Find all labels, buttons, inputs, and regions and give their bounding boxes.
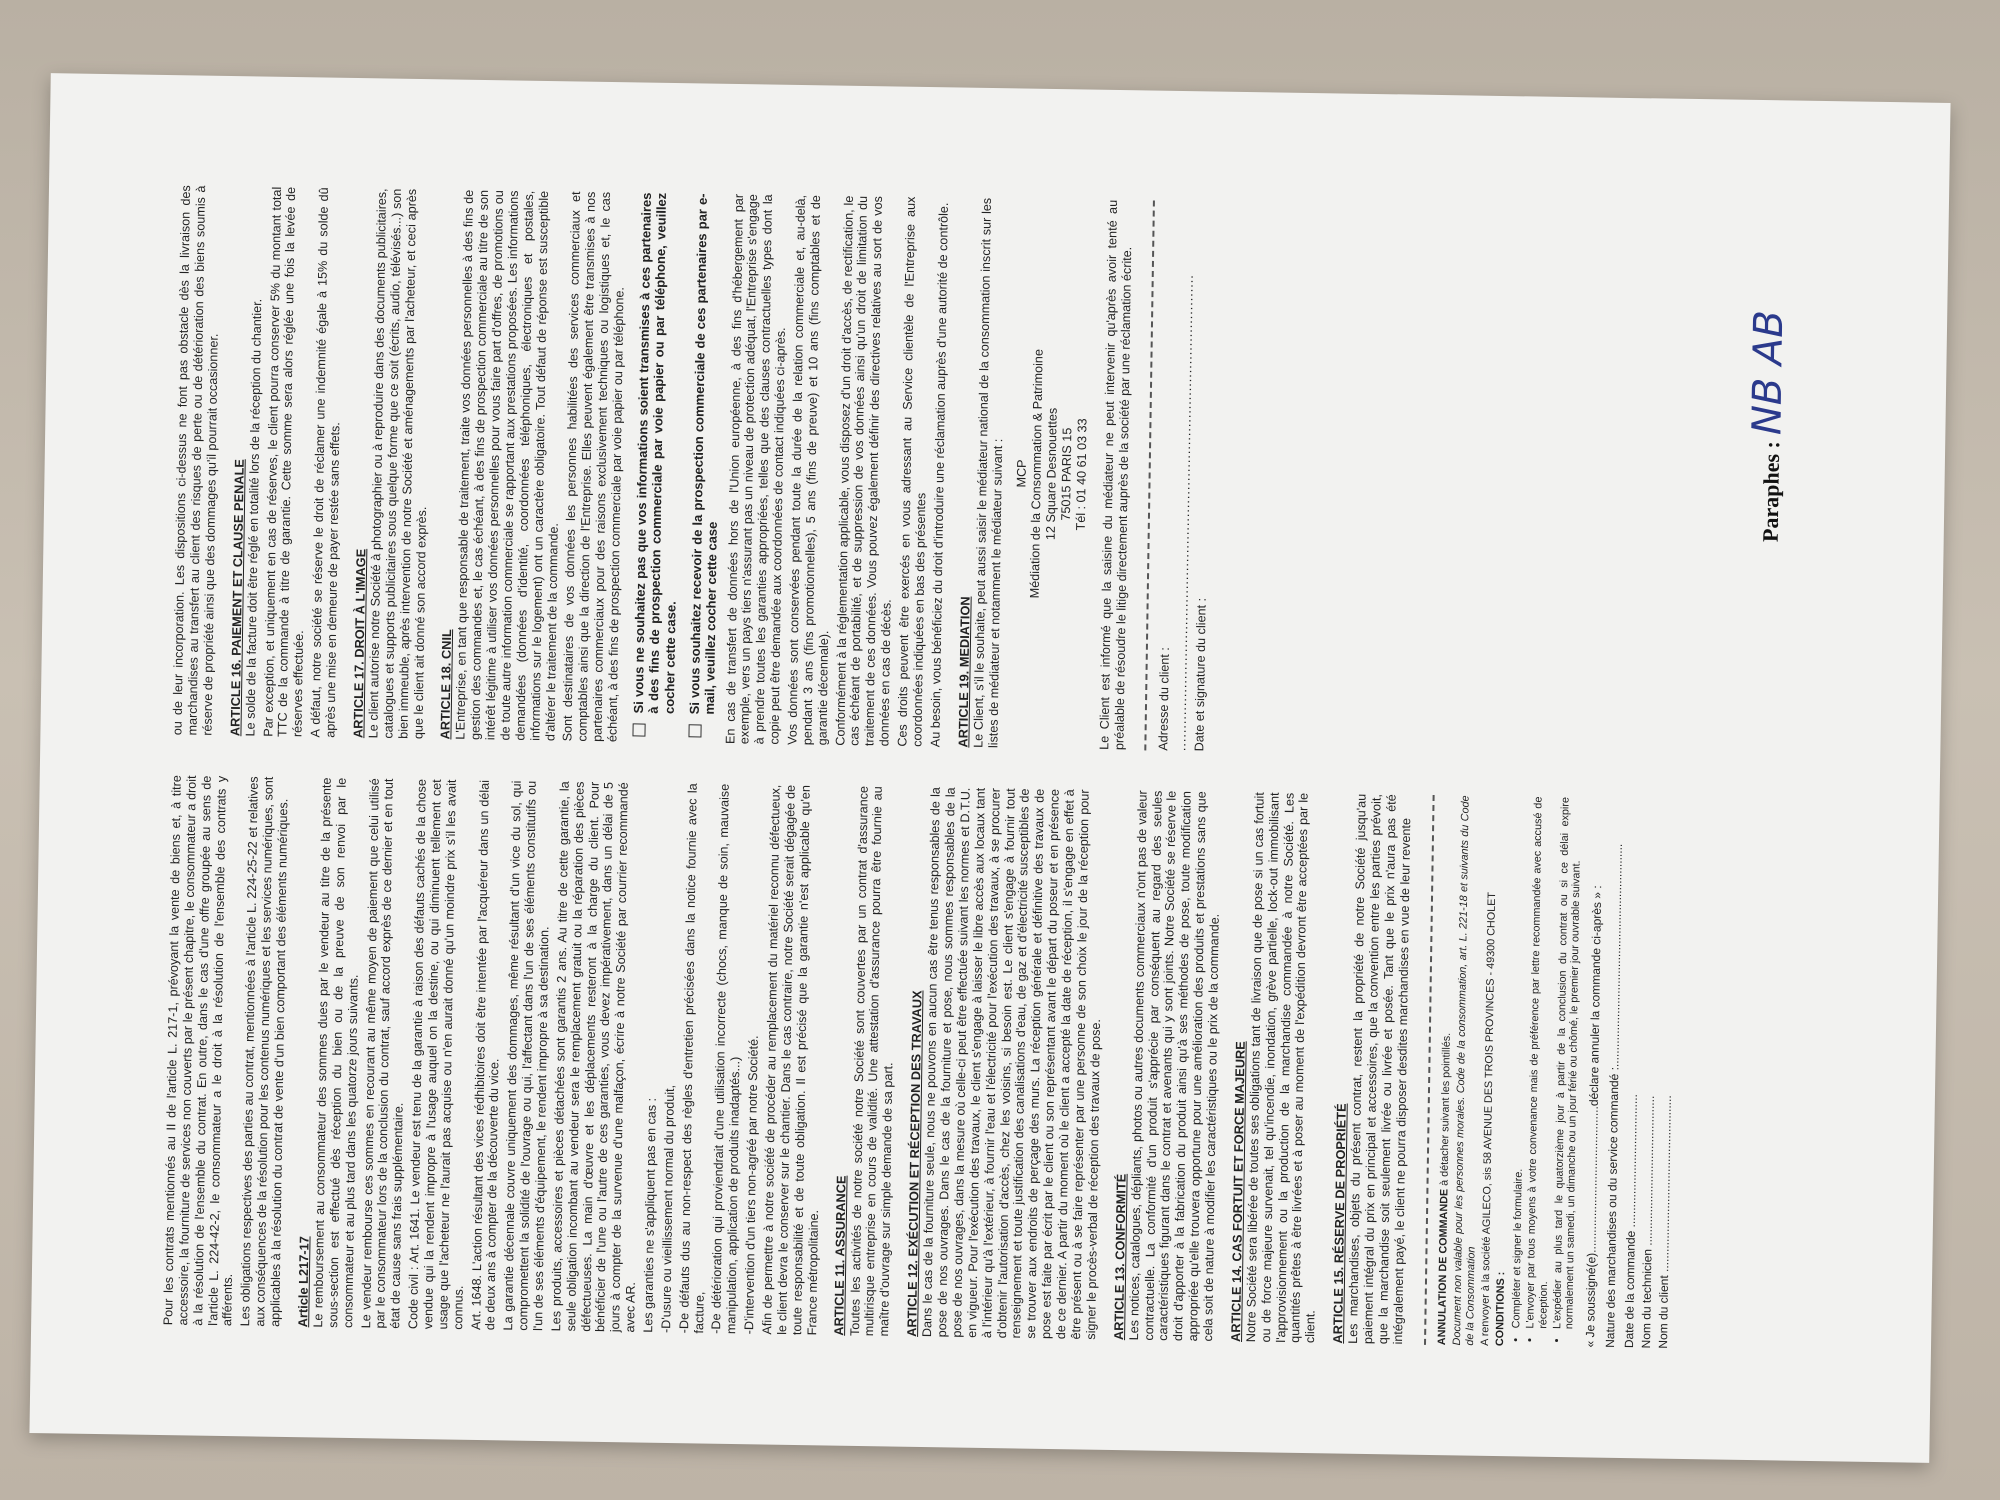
mediator-line: MCP [1014, 459, 1030, 488]
declaration-line[interactable]: « Je soussigné(e)............................................déclare annuler la commande ci-après » : [1582, 885, 1605, 1348]
client-address-dots[interactable]: .......................................................................................................... [1174, 274, 1197, 752]
paragraph: Sont destinataires de vos données les personnes habilitées des services commerciaux et comptables ainsi que la direction de l'Entreprise. Elles peuvent également être transmises à nos partenaires commerciaux pour des raisons exclusivement techniques ou logistiques et, le cas échéant, à des fins de prospection commerciale par voie papier ou par téléphone. [560, 191, 627, 743]
paragraph: Le client autorise notre Société à photographier ou à reproduire dans des documents publicitaires, catalogues et supports publicitaires sous quelque forme que ce soit (écrits, audio, télévisés...) son bien immeuble, après intervention de notre Société et aménagements par l'acheteur, et ceci après que le client ait donné son accord exprès. [366, 188, 429, 740]
mediator-line: 75015 PARIS 15 [1058, 427, 1075, 521]
paragraph: Conformément à la réglementation applicable, vous disposez d'un droit d'accès, de rectification, le cas échéant de portabilité, et de suppression de vos données ainsi qu'un droit de limitation du traitement de ces données. Vous pouvez également définir des directives relatives au sort de vos données en cas de décès. [832, 195, 894, 747]
right-column [170, 185, 1691, 759]
paragraph: Dans le cas de la fourniture seule, nous ne pouvons en aucun cas être tenus responsables de la pose de nos ouvrages. Dans le cas de la fourniture et pose, nous sommes responsables de la pose de nos ouvrages, dans la mesure où celle-ci peut être effectuée suivant les normes et D.T.U. en vigueur. Pour l'exécution des travaux, le client s'engage à laisser le libre accès aux locaux tant à l'intérieur qu'à l'extérieur, à fournir l'eau et l'électricité pour l'exécution des travaux, à se procurer d'obtenir l'autorisation d'accès, chez les voisins, si besoin est. Le client s'engage à fournir tout renseignement et toute justification des canalisations d'eau, de gaz et d'électricité susceptibles de se trouver aux endroits de perçage des murs. La réception générale et définitive des travaux de pose est faite par écrit par le client ou son représentant avant le départ du poseur et en présence de ce dernier. A partir du moment où le client a accepté la date de réception, il s'engage en effet à être présent ou à se faire représenter par une personne de son choix le jour de la réception pour signer le procès-verbal de réception des travaux de pose. [920, 787, 1103, 1340]
article-17-title: ARTICLE 17. DROIT À L'IMAGE [350, 548, 369, 739]
mediator-line: 12 Square Desnouettes [1043, 407, 1060, 541]
paragraph: L'Entreprise, en tant que responsable de traitement, traite vos données personnelles à des fins de gestion des commandes et, le cas échéant, à des fins de prospection commerciale au titre de son intérêt légitime à utiliser vos données personnelles pour vous faire part d'offres, de promotions ou de toute autre information commerciale se rapportant aux prestations proposées. Les informations demandées (données d'identité, coordonnées téléphoniques, électroniques et postales, informations sur le logement) ont un caractère obligatoire. Tout défaut de réponse est susceptible d'altérer le traitement de la commande. [453, 189, 561, 742]
paragraph: La garantie décennale couvre uniquement des dommages, même résultant d'un vice du sol, qui compromettent la solidité de l'ouvrage ou qui, l'affectant dans l'un de ses éléments constitutifs ou l'un de ses éléments d'équipement, le rendent impropre à sa destination. [501, 780, 552, 1332]
cnil-option-email[interactable] [686, 193, 725, 737]
client-address-label: Adresse du client : [1156, 647, 1173, 751]
order-date-field[interactable]: Date de la commande ........................................ [1622, 1093, 1641, 1349]
paraphes-label: Paraphes : [1757, 440, 1785, 543]
article-11-title: ARTICLE 11. ASSURANCE [831, 1175, 850, 1336]
mediator-line: Médiation de la Consommation & Patrimoine [1027, 349, 1046, 599]
paragraph: A défaut, notre société se réserve le droit de réclamer une indemnité égale à 15% du solde dû après une mise en demeure de payer restée sans effets. [308, 187, 343, 738]
checkbox[interactable] [632, 723, 645, 736]
paragraph: Les garanties ne s'appliquent pas en cas : [641, 1097, 659, 1333]
handwritten-initials: NB AB [1744, 309, 1793, 436]
paragraph: Par exception, et uniquement en cas de réserves, le client pourra conserver 5% du montant total TTC de la commande à titre de garantie. Cette somme sera alors réglée une fois la levée de réserves effectuée. [260, 186, 307, 738]
paragraph: Les produits, accessoires et pièces détachées sont garantis 2 ans. Au titre de cette garantie, la seule obligation incombant au vendeur sera le remplacement gratuit ou la réparation des pièces défectueuses. La main d'œuvre et les déplacements resteront à la charge du client. Pour bénéficier de l'une ou l'autre de ces garanties, vous devez impérativement, dans un délai de 5 jours à compter de la survenue d'une malfaçon, écrire à notre Société par courrier recommandé avec AR. [548, 781, 639, 1333]
sheet-content [70, 124, 1910, 1412]
cut-line [1424, 795, 1435, 1345]
paragraph: Les marchandises, objets du présent contrat, restent la propriété de notre Société jusqu'au paiement intégral du prix en principal et accessoires, que la convention entre les parties prévoit, que la marchandise soit seulement livrée ou livrée et posée. Tant que le prix n'aura pas été intégralement payé, le client ne pourra disposer desdites marchandises en vue de leur revente [1346, 793, 1414, 1345]
conditions-label: CONDITIONS : [1494, 1271, 1508, 1347]
signature-label[interactable]: Date et signature du client : [1192, 597, 1209, 752]
cancellation-form [1436, 795, 1680, 1349]
cancellation-title: ANNULATION DE COMMANDE [1435, 1188, 1451, 1346]
paragraph: Notre Société sera libérée de toutes ses obligations tant de livraison que de pose si un cas fortuit ou de force majeure survenait, tel qu'incendie, inondation, grève partielle, lock-out immobilisant l'approvisionnement ou la production de la marchandise commandée à notre Société. Les quantités prêtes à être livrées et à poser au moment de l'expédition devront être acceptées par le client. [1243, 792, 1318, 1344]
technician-field[interactable]: Nom du technicien ............................................. [1639, 1095, 1658, 1349]
paragraph: Code civil : Art. 1641. Le vendeur est tenu de la garantie à raison des défauts cachés de la chose vendue qui la rendent impropre à l'usage auquel on la destine, ou qui diminuent tellement cet usage que l'acheteur ne l'aurait pas acquise ou n'en aurait donné qu'un moindre prix s'il les avait connus. [406, 778, 466, 1330]
paragraph: Au besoin, vous bénéficiez du droit d'introduire une réclamation auprès d'une autorité de contrôle. [928, 202, 951, 748]
cnil-option-label: Si vous ne souhaitez pas que vos informations soient transmises à ces partenaires à des fins de prospection commerciale par voie papier ou par téléphone, veuillez cocher cette case. [630, 192, 679, 715]
left-column [161, 775, 1682, 1349]
paragraph: Le Client, s'il le souhaite, peut aussi saisir le médiateur national de la consommation inscrit sur les listes de médiateur et notamment le médiateur suivant : [970, 197, 1005, 749]
paragraph: Afin de permettre à notre société de procéder au remplacement du matériel reconnu défectueux, le client devra le conserver sur le chantier. Dans le cas contraire, notre Société serait dégagée de toute responsabilité et de toute obligation. Il est précisé que la garantie n'est applicable qu'en France métropolitaine. [760, 784, 821, 1336]
paraphes [1744, 309, 1793, 543]
conditions-list [1510, 796, 1584, 1329]
mediator-address [1011, 198, 1094, 749]
paragraph: En cas de transfert de données hors de l'Union européenne, à des fins d'hébergement par exemple, vers un pays tiers n'assurant pas un niveau de protection adéquat, l'Entreprise s'engage à prendre toutes les garanties appropriées, telles que des clauses contractuelles types dont la copie peut être demandée aux coordonnées de contact indiquées ci-après. [722, 193, 789, 745]
paragraph: Pour les contrats mentionnés au II de l'article L. 217-1, prévoyant la vente de biens et, à titre accessoire, la fourniture de services non couverts par le présent chapitre, le consommateur a droit à la résolution de l'ensemble du contrat. En outre, dans le cas d'une offre groupée au sens de l'article L. 224-42-2, le consommateur a le droit à la résolution de l'ensemble des contrats y afférents. [161, 775, 236, 1327]
article-15-title: ARTICLE 15. RÉSERVE DE PROPRIÉTÉ [1330, 1103, 1349, 1344]
article-l217-title: Article L217-17 [295, 1236, 312, 1328]
paragraph: Le remboursement au consommateur des sommes dues par le vendeur au titre de la présente sous-section est effectué dès réception du bien ou de la preuve de son renvoi par le consommateur et au plus tard dans les quatorze jours suivants. [311, 777, 361, 1329]
paragraph: Ces droits peuvent être exercés en vous adressant au Service clientèle de l'Entreprise aux coordonnées indiquées en bas des présentes [895, 196, 929, 747]
printed-sheet [29, 73, 1950, 1463]
paragraph: Les notices, catalogues, dépliants, photos ou autres documents commerciaux n'ont pas de valeur contractuelle. La conformité d'un produit s'apprécie par conséquent au regard des seules caractéristiques figurant dans le contrat et avenants qui y sont joints. Notre Société se réserve le droit d'apporter à la fabrication du produit ainsi qu'à ses méthodes de pose, toute modification appropriée qu'elle trouvera opportune pour une amélioration des produits et prestations sans que cela soit de nature à modifier les caractéristiques ou le prix de la commande. [1126, 790, 1222, 1342]
cnil-option-postal[interactable] [630, 192, 685, 737]
paragraph: Vos données sont conservées pendant toute la durée de la relation commerciale et, au-delà, pendant 3 ans (fins promotionnelles), 5 ans (fins de preuve) et 10 ans (fins comptables et de garantie décennale). [785, 194, 831, 746]
condition-item: • L'envoyer par tous moyens à votre convenance mais de préférence par lettre recommandée avec accusé de réception. [1524, 797, 1557, 1329]
paragraph: Art. 1648. L'action résultant des vices rédhibitoires doit être intentée par l'acquéreur dans un délai de deux ans à compter de la découverte du vice. [468, 779, 502, 1331]
paragraph: -De défauts dus au non-respect des règles d'entretien précisées dans la notice fournie avec la facture, [676, 783, 707, 1334]
client-name-field[interactable]: Nom du client ..................................................... [1655, 1095, 1674, 1349]
paragraph: -D'usure ou vieillissement normal du produit, [658, 1084, 677, 1334]
article-12-title: ARTICLE 12. EXÉCUTION ET RÉCEPTION DES TRAVAUX [904, 990, 925, 1337]
paragraph: Les obligations respectives des parties au contrat, mentionnées à l'article L. 224-25-22 et relatives aux conséquences de la résolution pour les contenus numériques et les services numériques, sont applicables à la résolution du contrat de vente d'un bien comportant des éléments numériques. [238, 776, 291, 1327]
condition-item: • Compléter et signer le formulaire. [1510, 796, 1531, 1328]
paragraph: -D'intervention d'un tiers non-agréé par notre Société. [742, 1035, 761, 1335]
article-14-title: ARTICLE 14. CAS FORTUIT ET FORCE MAJEURE [1227, 1041, 1248, 1343]
article-18-title: ARTICLE 18. CNIL [437, 629, 455, 740]
article-19-title: ARTICLE 19. MEDIATION [954, 596, 973, 748]
paragraph: Toutes les activités de notre société notre Société sont couvertes par un contrat d'assurance multirisque entreprise en cours de validité. Une attestation d'assurance pourra être fournie au maître d'ouvrage sur simple demande de sa part. [847, 785, 896, 1337]
cnil-option-label: Si vous souhaitez recevoir de la prospection commerciale de ces partenaires par e-mail, veuillez cocher cette case [686, 193, 721, 715]
paragraph: -De détérioration qui proviendrait d'une utilisation incorrecte (chocs, manque de soin, mauvaise manipulation, application de produits inadaptés...) [709, 783, 743, 1335]
paragraph: Le Client est informé que la saisine du médiateur ne peut intervenir qu'après avoir tenté au préalable de résoudre le litige directement auprès de la société par une réclamation écrite. [1096, 199, 1134, 751]
cancellation-address: A renvoyer à la société AGILECO, sis 58 AVENUE DES TROIS PROVINCES - 49300 CHOLET [1478, 891, 1499, 1346]
goods-field[interactable]: Nature des marchandises ou du service commandé :................................................................... [1602, 843, 1625, 1348]
article-13-title: ARTICLE 13. CONFORMITÉ [1110, 1173, 1129, 1341]
checkbox[interactable] [688, 724, 701, 737]
cut-line [1145, 200, 1156, 750]
paragraph: Le solde de la facture doit être réglé en totalité lors de la réception du chantier. [243, 298, 264, 737]
condition-item: • L'expédier au plus tard le quatorzième jour à partir de la conclusion du contrat ou si ce délai expire normalement un samedi, un dimanche ou un jour férié ou chômé, le premier jour ouvrable suivant. [1551, 797, 1584, 1329]
cancellation-title-suffix: à détacher suivant les pointillés. [1438, 1032, 1453, 1189]
paragraph: Le vendeur rembourse ces sommes en recourant au même moyen de paiement que celui utilisé par le consommateur lors de la conclusion du contrat, sauf accord exprès de ce dernier et en tout état de cause sans frais supplémentaire. [358, 778, 406, 1329]
mediator-line: Tél : 01 40 61 03 33 [1073, 418, 1090, 531]
article-16-title: ARTICLE 16. PAIEMENT ET CLAUSE PENALE [226, 458, 247, 737]
paragraph: ou de leur incorporation. Les dispositions ci-dessus ne font pas obstacle dès la livraison des marchandises au transfert au client des risques de perte ou de détérioration des biens soumis à réserve de propriété ainsi que des dommages qu'il pourrait occasionner. [170, 185, 221, 736]
cancellation-note: Document non valable pour les personnes morales. Code de la consommation, art. L. 221-18 et suivants du Code de la Consommation [1451, 795, 1478, 1346]
